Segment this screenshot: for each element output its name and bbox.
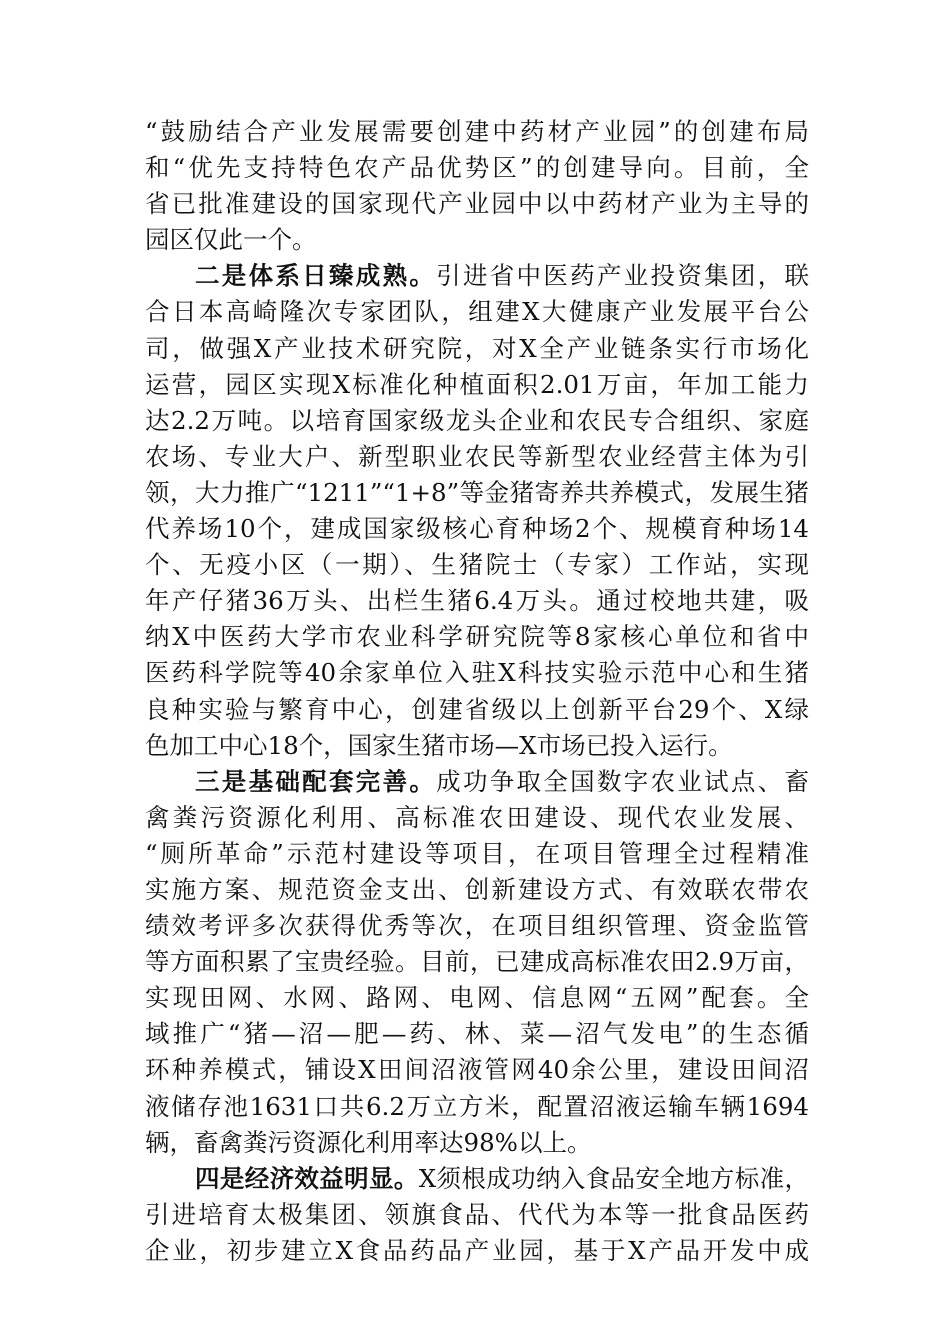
text-line: 医药科学院等40余家单位入驻X科技实验示范中心和生猪 [145, 658, 809, 688]
text-line: 等方面积累了宝贵经验。目前，已建成高标准农田2.9万亩， [145, 947, 809, 977]
text-line-rest: 成功争取全国数字农业试点、畜 [436, 766, 810, 796]
text-line: 年产仔猪36万头、出栏生猪6.4万头。通过校地共建，吸 [145, 586, 809, 616]
paragraph-lead-heading: 四是经济效益明显。 [195, 1163, 419, 1193]
text-line: “厕所革命”示范村建设等项目，在项目管理全过程精准 [145, 838, 809, 868]
text-line: 液储存池1631口共6.2万立方米，配置沼液运输车辆1694 [145, 1091, 809, 1121]
text-line-rest: X须根成功纳入食品安全地方标准， [418, 1163, 810, 1193]
text-line: 代养场10个，建成国家级核心育种场2个、规模育种场14 [145, 514, 809, 544]
paragraph-system-maturity [145, 258, 809, 763]
text-line: 域推广“猪—沼—肥—药、林、菜—沼气发电”的生态循 [145, 1019, 809, 1049]
text-line-first [145, 258, 809, 294]
text-line: 领，大力推广“1211”“1+8”等金猪寄养共养模式，发展生猪 [145, 477, 809, 507]
paragraph-infrastructure [145, 764, 809, 1161]
text-line: 实现田网、水网、路网、电网、信息网“五网”配套。全 [145, 983, 809, 1013]
text-line-first [145, 1161, 809, 1197]
text-line: 农场、专业大户、新型职业农民等新型农业经营主体为引 [145, 441, 809, 471]
text-line: 辆，畜禽粪污资源化利用率达98%以上。 [145, 1127, 592, 1157]
text-line: 司，做强X产业技术研究院，对X全产业链条实行市场化 [145, 333, 809, 363]
text-line: 色加工中心18个，国家生猪市场—X市场已投入运行。 [145, 730, 733, 760]
text-line: 达2.2万吨。以培育国家级龙头企业和农民专合组织、家庭 [145, 405, 809, 435]
text-line: “鼓励结合产业发展需要创建中药材产业园”的创建布局 [145, 117, 809, 146]
text-line: 省已批准建设的国家现代产业园中以中药材产业为主导的 [145, 189, 809, 219]
text-line-rest: 引进省中医药产业投资集团，联 [436, 261, 810, 291]
text-line: 个、无疫小区（一期）、生猪院士（专家）工作站，实现 [145, 550, 809, 580]
text-line-first [145, 764, 809, 800]
paragraph-lead-heading: 三是基础配套完善。 [195, 766, 437, 796]
paragraph-continuation [145, 114, 809, 258]
text-line: 运营，园区实现X标准化种植面积2.01万亩，年加工能力 [145, 369, 809, 399]
text-line: 和“优先支持特色农产品优势区”的创建导向。目前，全 [145, 153, 809, 183]
text-line: 园区仅此一个。 [145, 225, 317, 255]
text-line: 环种养模式，铺设X田间沼液管网40余公里，建设田间沼 [145, 1055, 809, 1085]
paragraph-economic-benefits [145, 1161, 809, 1269]
text-line: 实施方案、规范资金支出、创新建设方式、有效联农带农 [145, 874, 809, 904]
text-line: 企业，初步建立X食品药品产业园，基于X产品开发中成 [145, 1235, 809, 1265]
paragraph-lead-heading: 二是体系日臻成熟。 [195, 261, 437, 291]
text-line: 禽粪污资源化利用、高标准农田建设、现代农业发展、 [145, 802, 809, 832]
text-line: 合日本高崎隆次专家团队，组建X大健康产业发展平台公 [145, 297, 809, 327]
text-line: 良种实验与繁育中心，创建省级以上创新平台29个、X绿 [145, 694, 809, 724]
text-line: 引进培育太极集团、领旗食品、代代为本等一批食品医药 [145, 1199, 809, 1229]
document-body [145, 114, 809, 1269]
text-line: 纳X中医药大学市农业科学研究院等8家核心单位和省中 [145, 622, 809, 652]
text-line: 绩效考评多次获得优秀等次，在项目组织管理、资金监管 [145, 911, 809, 941]
